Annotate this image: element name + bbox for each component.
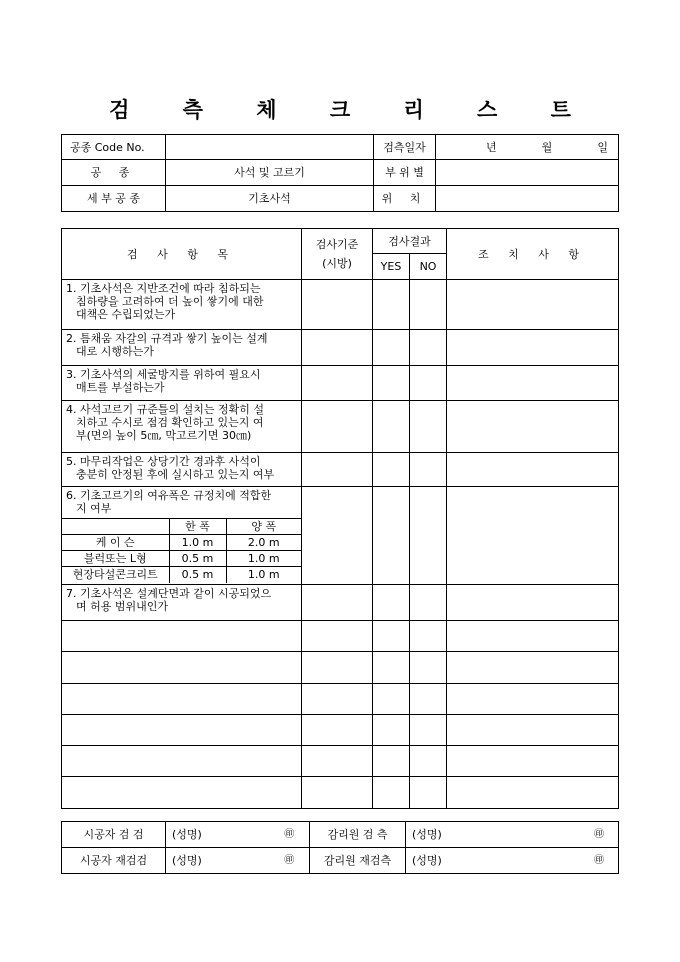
item-2-line-2: 대로 시행하는가 bbox=[76, 345, 154, 358]
col-header-action: 조 치 사 항 bbox=[447, 229, 619, 280]
contractor-reinspection-name[interactable]: (성명) bbox=[166, 848, 270, 874]
signature-table bbox=[61, 821, 619, 874]
item-5-line-2: 충분히 안정된 후에 실시하고 있는지 여부 bbox=[76, 468, 275, 481]
item-1-line-1: 1. 기초사석은 지반조건에 따라 침하되는 bbox=[66, 282, 261, 295]
supervisor-inspection-label: 감리원 검 측 bbox=[310, 822, 406, 848]
item-3-action[interactable] bbox=[447, 366, 619, 401]
empty-cell[interactable] bbox=[302, 746, 373, 777]
item-2-standard[interactable] bbox=[302, 330, 373, 366]
empty-cell[interactable] bbox=[410, 715, 447, 746]
item-7-line-2: 며 허용 범위내인가 bbox=[76, 600, 169, 613]
empty-cell[interactable] bbox=[302, 652, 373, 684]
subtable-header-blank bbox=[62, 519, 169, 535]
col-header-result: 검사결과 bbox=[373, 229, 447, 254]
empty-cell[interactable] bbox=[62, 715, 302, 746]
location-label: 위 치 bbox=[374, 186, 436, 212]
empty-cell[interactable] bbox=[62, 684, 302, 715]
item-2-no[interactable] bbox=[410, 330, 447, 366]
item-6-no[interactable] bbox=[410, 487, 447, 585]
subtable-row-label: 케 이 슨 bbox=[62, 535, 169, 551]
item-7-line-1: 7. 기초사석은 설계단면과 같이 시공되었으 bbox=[66, 587, 272, 600]
item-4-line-3: 부(면의 높이 5㎝, 막고르기면 30㎝) bbox=[76, 429, 252, 442]
empty-row bbox=[62, 652, 619, 684]
item-1-yes[interactable] bbox=[373, 280, 410, 330]
subtable-cell: 1.0 m bbox=[226, 551, 301, 567]
item-4-line-1: 4. 사석고르기 규준틀의 설치는 정확히 설 bbox=[66, 403, 264, 416]
empty-cell[interactable] bbox=[302, 777, 373, 809]
supervisor-inspection-name[interactable]: (성명) bbox=[406, 822, 514, 848]
item-2-yes[interactable] bbox=[373, 330, 410, 366]
checklist-item-7 bbox=[62, 585, 302, 621]
seal-mark: ㊞ bbox=[270, 848, 310, 874]
col-header-items: 검 사 항 목 bbox=[62, 229, 302, 280]
item-6-yes[interactable] bbox=[373, 487, 410, 585]
item-5-action[interactable] bbox=[447, 453, 619, 487]
empty-cell[interactable] bbox=[410, 652, 447, 684]
empty-cell[interactable] bbox=[447, 621, 619, 652]
item-3-standard[interactable] bbox=[302, 366, 373, 401]
col-header-no: NO bbox=[410, 254, 447, 280]
date-value[interactable] bbox=[436, 135, 619, 160]
empty-cell[interactable] bbox=[302, 715, 373, 746]
subtable-row-label: 현장타설콘크리트 bbox=[62, 567, 169, 583]
subwork-value[interactable]: 기초사석 bbox=[166, 186, 374, 212]
col-header-yes: YES bbox=[373, 254, 410, 280]
item-1-line-3: 대책은 수립되었는가 bbox=[76, 308, 176, 321]
item-4-standard[interactable] bbox=[302, 401, 373, 453]
empty-cell[interactable] bbox=[447, 777, 619, 809]
part-label: 부 위 별 bbox=[374, 160, 436, 186]
subtable-header-double: 양 폭 bbox=[226, 519, 301, 535]
empty-cell[interactable] bbox=[62, 621, 302, 652]
empty-cell[interactable] bbox=[373, 621, 410, 652]
empty-cell[interactable] bbox=[373, 777, 410, 809]
item-2-action[interactable] bbox=[447, 330, 619, 366]
empty-row bbox=[62, 684, 619, 715]
subtable-cell: 2.0 m bbox=[226, 535, 301, 551]
item-5-yes[interactable] bbox=[373, 453, 410, 487]
empty-cell[interactable] bbox=[447, 715, 619, 746]
contractor-inspection-name[interactable]: (성명) bbox=[166, 822, 270, 848]
item-3-yes[interactable] bbox=[373, 366, 410, 401]
supervisor-reinspection-label: 감리원 재검측 bbox=[310, 848, 406, 874]
empty-cell[interactable] bbox=[373, 715, 410, 746]
empty-cell[interactable] bbox=[302, 621, 373, 652]
subwork-label: 세 부 공 종 bbox=[62, 186, 166, 212]
item-4-no[interactable] bbox=[410, 401, 447, 453]
empty-cell[interactable] bbox=[410, 746, 447, 777]
supervisor-reinspection-name[interactable]: (성명) bbox=[406, 848, 514, 874]
item-1-standard[interactable] bbox=[302, 280, 373, 330]
width-subtable bbox=[62, 518, 301, 583]
checklist-item-4 bbox=[62, 401, 302, 453]
checklist-table bbox=[61, 228, 619, 809]
seal-mark: ㊞ bbox=[514, 822, 619, 848]
item-6-line-2: 지 여부 bbox=[76, 502, 112, 515]
location-value[interactable] bbox=[436, 186, 619, 212]
empty-cell[interactable] bbox=[62, 652, 302, 684]
item-6-line-1: 6. 기초고르기의 여유폭은 규정치에 적합한 bbox=[66, 489, 272, 502]
contractor-reinspection-label: 시공자 재검검 bbox=[62, 848, 166, 874]
part-value[interactable] bbox=[436, 160, 619, 186]
checklist-item-3 bbox=[62, 366, 302, 401]
contractor-inspection-label: 시공자 검 검 bbox=[62, 822, 166, 848]
page-title: 검 측 체 크 리 스 트 bbox=[109, 97, 594, 122]
subtable-cell: 1.0 m bbox=[226, 567, 301, 583]
subtable-header-single: 한 폭 bbox=[169, 519, 226, 535]
item-4-line-2: 치하고 수시로 점검 확인하고 있는지 여 bbox=[76, 416, 264, 429]
checklist-item-2 bbox=[62, 330, 302, 366]
code-label: 공종 Code No. bbox=[62, 135, 166, 160]
date-year: 년 bbox=[486, 140, 497, 154]
subtable-cell: 0.5 m bbox=[169, 567, 226, 583]
checklist-item-5 bbox=[62, 453, 302, 487]
item-1-line-2: 침하량을 고려하여 더 높이 쌓기에 대한 bbox=[76, 295, 264, 308]
col-header-standard-1: 검사기준 bbox=[315, 238, 359, 251]
empty-cell[interactable] bbox=[302, 684, 373, 715]
item-5-standard[interactable] bbox=[302, 453, 373, 487]
date-month: 월 bbox=[541, 140, 553, 154]
empty-cell[interactable] bbox=[447, 746, 619, 777]
empty-cell[interactable] bbox=[373, 746, 410, 777]
empty-cell[interactable] bbox=[373, 684, 410, 715]
item-5-no[interactable] bbox=[410, 453, 447, 487]
empty-cell[interactable] bbox=[447, 684, 619, 715]
code-value[interactable] bbox=[166, 135, 374, 160]
item-4-yes[interactable] bbox=[373, 401, 410, 453]
work-value[interactable]: 사석 및 고르기 bbox=[166, 160, 374, 186]
item-5-line-1: 5. 마무리작업은 상당기간 경과후 사석이 bbox=[66, 455, 261, 468]
empty-row bbox=[62, 746, 619, 777]
subtable-row-label: 블럭또는 L형 bbox=[62, 551, 169, 567]
empty-cell[interactable] bbox=[373, 652, 410, 684]
col-header-standard bbox=[302, 229, 373, 280]
header-table bbox=[61, 134, 619, 212]
subtable-cell: 1.0 m bbox=[169, 535, 226, 551]
item-1-action[interactable] bbox=[447, 280, 619, 330]
empty-cell[interactable] bbox=[410, 777, 447, 809]
empty-row bbox=[62, 621, 619, 652]
empty-cell[interactable] bbox=[447, 652, 619, 684]
item-4-action[interactable] bbox=[447, 401, 619, 453]
seal-mark: ㊞ bbox=[270, 822, 310, 848]
item-3-line-2: 매트를 부설하는가 bbox=[76, 381, 165, 394]
date-day: 일 bbox=[597, 140, 608, 154]
item-3-no[interactable] bbox=[410, 366, 447, 401]
col-header-standard-2: (시방) bbox=[322, 257, 352, 270]
empty-cell[interactable] bbox=[62, 746, 302, 777]
item-6-action[interactable] bbox=[447, 487, 619, 585]
checklist-item-6 bbox=[62, 487, 302, 585]
empty-row bbox=[62, 777, 619, 809]
item-6-standard[interactable] bbox=[302, 487, 373, 585]
item-2-line-1: 2. 틈채움 자갈의 규격과 쌓기 높이는 설계 bbox=[66, 332, 268, 345]
item-7-yes[interactable] bbox=[373, 585, 410, 621]
checklist-item-1 bbox=[62, 280, 302, 330]
item-3-line-1: 3. 기초사석의 세굴방지를 위하여 필요시 bbox=[66, 368, 261, 381]
item-7-standard[interactable] bbox=[302, 585, 373, 621]
subtable-cell: 0.5 m bbox=[169, 551, 226, 567]
empty-cell[interactable] bbox=[410, 684, 447, 715]
empty-cell[interactable] bbox=[62, 777, 302, 809]
date-label: 검측일자 bbox=[374, 135, 436, 160]
empty-cell[interactable] bbox=[410, 621, 447, 652]
item-7-action[interactable] bbox=[447, 585, 619, 621]
item-1-no[interactable] bbox=[410, 280, 447, 330]
work-label: 공 종 bbox=[62, 160, 166, 186]
seal-mark: ㊞ bbox=[514, 848, 619, 874]
item-7-no[interactable] bbox=[410, 585, 447, 621]
empty-row bbox=[62, 715, 619, 746]
